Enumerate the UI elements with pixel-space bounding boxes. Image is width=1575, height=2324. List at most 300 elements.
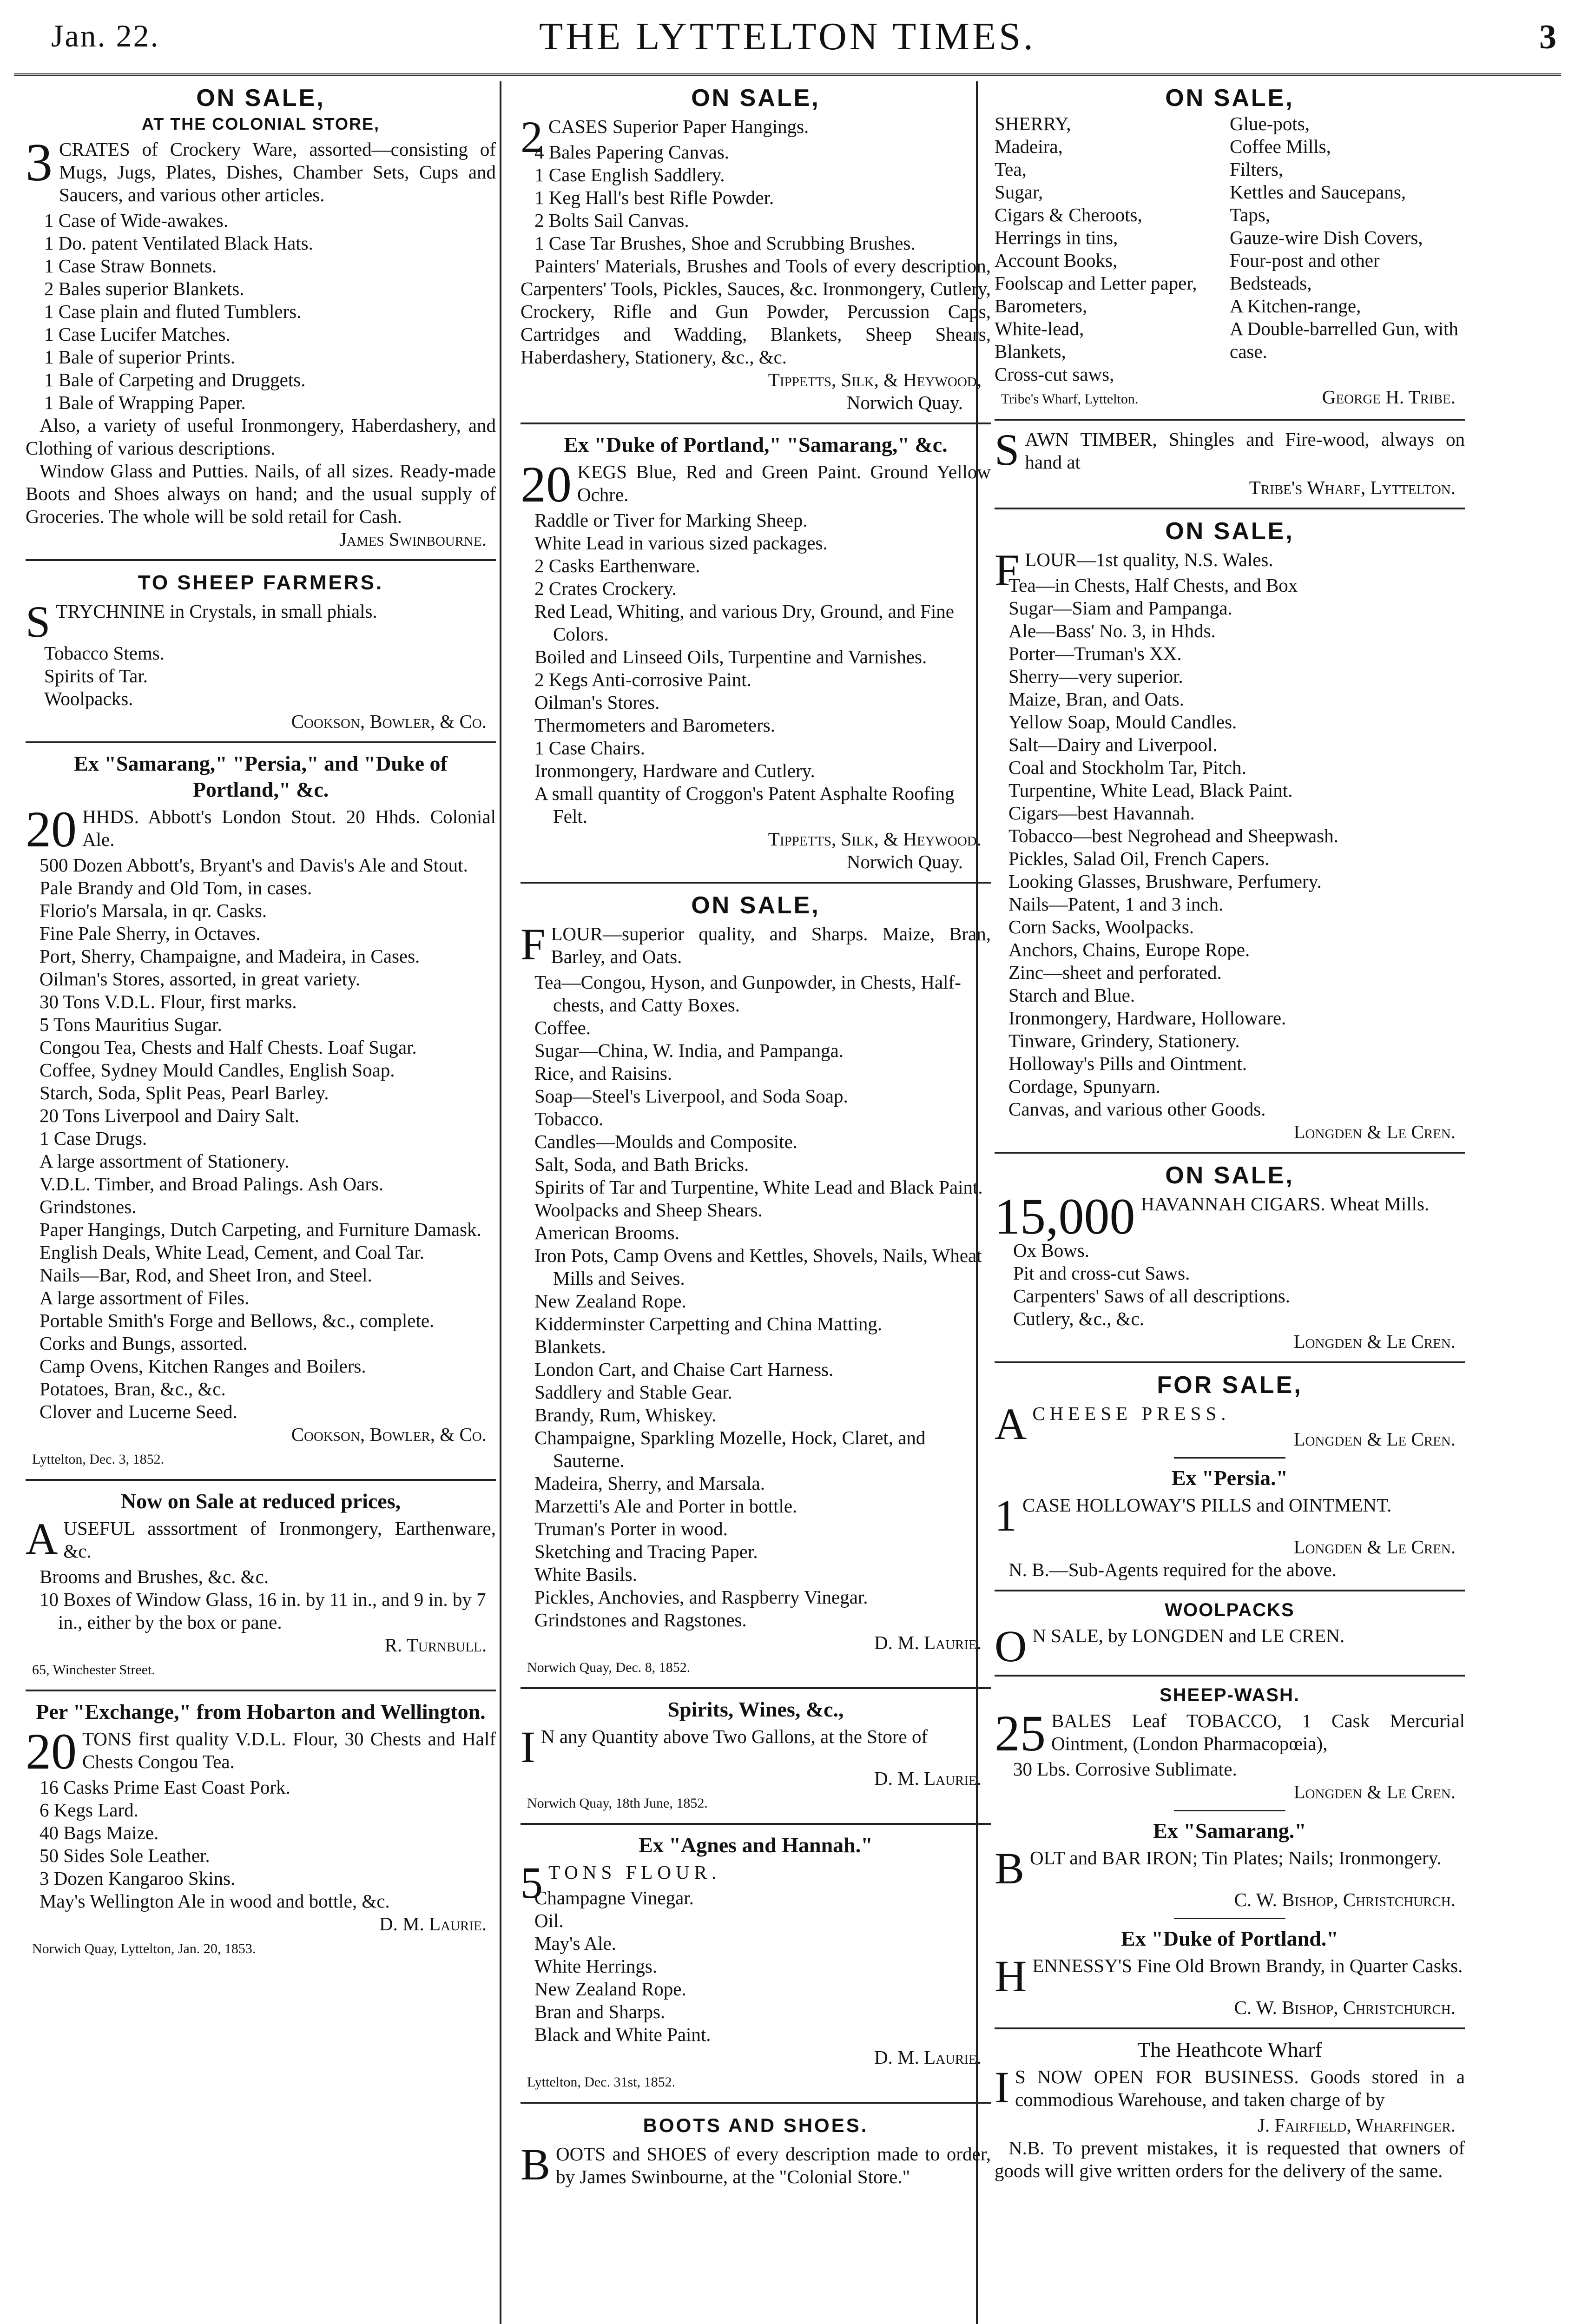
advertiser-signature: Longden & Le Cren. — [1293, 1428, 1456, 1450]
dateline: Norwich Quay, 18th June, 1852. — [527, 1796, 708, 1811]
lead-text: CASE HOLLOWAY'S PILLS and OINTMENT. — [1022, 1494, 1392, 1516]
list-item: Florio's Marsala, in qr. Casks. — [40, 900, 267, 921]
ad-exchange — [26, 1699, 496, 1960]
ad-sawn-timber — [995, 425, 1465, 499]
list-item: Tea, — [995, 158, 1027, 180]
list-item: Turpentine, White Lead, Black Paint. — [1008, 779, 1293, 801]
list-item: 2 Bolts Sail Canvas. — [534, 210, 689, 231]
list-item: Coffee. — [534, 1017, 591, 1038]
list-item: Sugar—China, W. India, and Pampanga. — [534, 1040, 844, 1061]
list-item: Madeira, — [995, 136, 1063, 157]
ad-laurie-flour — [521, 891, 991, 1679]
list-item: Sugar—Siam and Pampanga. — [1008, 597, 1232, 619]
list-item: 3 Dozen Kangaroo Skins. — [40, 1868, 236, 1889]
list-item: Carpenters' Saws of all descriptions. — [1013, 1285, 1291, 1307]
drop-cap: 15,000 — [995, 1188, 1135, 1245]
ad-boots-shoes — [521, 2111, 991, 2188]
list-item: A large assortment of Stationery. — [40, 1150, 290, 1172]
ad-separator — [521, 2102, 991, 2104]
advertiser-signature: James Swinbourne. — [339, 528, 487, 550]
drop-cap: O — [995, 1621, 1027, 1671]
ad-persia — [995, 1465, 1465, 1581]
ad-separator — [995, 419, 1465, 421]
list-item: Woolpacks and Sheep Shears. — [534, 1199, 763, 1221]
ad-heading: BOOTS AND SHOES. — [643, 2114, 869, 2136]
list-item: Looking Glasses, Brushware, Perfumery. — [1008, 871, 1322, 892]
list-item: 16 Casks Prime East Coast Pork. — [40, 1776, 290, 1798]
ad-separator — [521, 1823, 991, 1825]
list-item: May's Ale. — [534, 1933, 616, 1954]
column-3 — [995, 84, 1465, 2186]
lead-text: LOUR—superior quality, and Sharps. Maize, Bran, Barley, and Oats. — [551, 923, 991, 967]
list-item: Account Books, — [995, 250, 1118, 271]
lead-text: HHDS. Abbott's London Stout. 20 Hhds. Colonial Ale. — [82, 806, 496, 850]
list-item: Cutlery, &c., &c. — [1013, 1308, 1144, 1329]
list-item: V.D.L. Timber, and Broad Palings. Ash Oars. — [40, 1173, 384, 1195]
list-item: 40 Bags Maize. — [40, 1822, 159, 1843]
ad-lead — [995, 1843, 1465, 1893]
list-item: Camp Ovens, Kitchen Ranges and Boilers. — [40, 1355, 366, 1377]
list-item: Kettles and Saucepans, — [1230, 181, 1406, 203]
lead-text: OLT and BAR IRON; Tin Plates; Nails; Ironmongery. — [1030, 1847, 1442, 1868]
list-item: London Cart, and Chaise Cart Harness. — [534, 1359, 834, 1380]
list-item: Spirits of Tar. — [44, 665, 148, 687]
ad-spirits-wines — [521, 1697, 991, 1815]
advertiser-signature: J. Fairfield, Wharfinger. — [1257, 2114, 1456, 2136]
ad-heading: ON SALE, — [691, 85, 820, 112]
list-item: Kidderminster Carpetting and China Matting. — [534, 1313, 883, 1334]
ad-heading: TO SHEEP FARMERS. — [138, 571, 384, 594]
advertiser-signature: Tribe's Wharf, Lyttelton. — [1249, 477, 1456, 498]
list-item: Starch and Blue. — [1008, 984, 1135, 1006]
masthead-rule — [14, 73, 1561, 76]
ad-lead — [995, 425, 1465, 475]
ad-lead — [995, 2062, 1465, 2112]
list-item: Sketching and Tracing Paper. — [534, 1541, 758, 1562]
drop-cap: A — [26, 1514, 58, 1564]
ad-lead — [995, 1188, 1465, 1245]
list-item: White Basils. — [534, 1564, 637, 1585]
ad-colonial-store — [26, 84, 496, 551]
list-item: Iron Pots, Camp Ovens and Kettles, Shovels, Nails, Wheat Mills and Seives. — [534, 1245, 982, 1289]
drop-cap: B — [995, 1843, 1025, 1893]
list-item: 2 Casks Earthenware. — [534, 555, 700, 576]
ad-lead — [995, 1491, 1465, 1540]
ad-lead — [26, 801, 496, 858]
list-item: Pit and cross-cut Saws. — [1013, 1262, 1190, 1284]
list-item: Nails—Bar, Rod, and Sheet Iron, and Steel. — [40, 1264, 372, 1286]
advertiser-address: Norwich Quay. — [846, 392, 963, 413]
list-item: Grindstones. — [40, 1196, 137, 1217]
item-list — [995, 112, 1230, 386]
item-list — [995, 574, 1465, 1121]
ad-lead — [521, 919, 991, 969]
list-item: Tobacco—best Negrohead and Sheepwash. — [1008, 825, 1338, 846]
drop-cap: B — [521, 2139, 551, 2189]
list-item: White-lead, — [995, 318, 1084, 339]
list-item: Cordage, Spunyarn. — [1008, 1076, 1160, 1097]
ad-separator — [1174, 1457, 1285, 1459]
ad-separator — [26, 741, 496, 743]
dateline: Tribe's Wharf, Lyttelton. — [1001, 391, 1139, 407]
list-item: Filters, — [1230, 158, 1284, 180]
list-item: Herrings in tins, — [995, 227, 1118, 248]
dateline: 65, Winchester Street. — [32, 1662, 155, 1677]
drop-cap: I — [995, 2062, 1009, 2112]
ad-subheading: AT THE COLONIAL STORE, — [141, 114, 380, 133]
list-item: Nails—Patent, 1 and 3 inch. — [1008, 893, 1224, 915]
ad-sheep-wash — [995, 1684, 1465, 1803]
list-item: Black and White Paint. — [534, 2024, 711, 2045]
drop-cap: A — [995, 1399, 1027, 1449]
ad-woolpacks — [995, 1599, 1465, 1671]
advertiser-signature: George H. Tribe. — [1322, 386, 1456, 408]
list-item: 1 Case Lucifer Matches. — [44, 324, 231, 345]
ad-separator — [26, 1690, 496, 1691]
ad-separator — [995, 1152, 1465, 1154]
advertiser-signature: Cookson, Bowler, & Co. — [291, 1424, 487, 1445]
ad-cheese-press — [995, 1371, 1465, 1451]
ad-separator — [995, 508, 1465, 509]
list-item: 1 Keg Hall's best Rifle Powder. — [534, 187, 774, 208]
lead-text: S NOW OPEN FOR BUSINESS. Goods stored in a commodious Warehouse, and taken charge of by — [1015, 2066, 1465, 2110]
ad-lead — [521, 2139, 991, 2189]
item-list — [26, 642, 496, 710]
item-list — [26, 1776, 496, 1913]
drop-cap: S — [26, 597, 51, 647]
drop-cap: 2 — [521, 112, 543, 162]
list-item: Ox Bows. — [1013, 1240, 1090, 1261]
list-item: Yellow Soap, Mould Candles. — [1008, 711, 1237, 733]
ad-heading: Ex "Persia." — [1171, 1466, 1288, 1490]
advertiser-signature: Longden & Le Cren. — [1293, 1121, 1456, 1142]
ad-lead — [521, 456, 991, 513]
drop-cap: F — [521, 919, 546, 969]
list-item: Gauze-wire Dish Covers, — [1230, 227, 1423, 248]
list-item: Bran and Sharps. — [534, 2001, 666, 2022]
list-item: Tobacco. — [534, 1108, 604, 1129]
list-item: Thermometers and Barometers. — [534, 714, 776, 736]
drop-cap: 25 — [995, 1705, 1046, 1762]
item-list — [521, 971, 991, 1631]
list-item: Corks and Bungs, assorted. — [40, 1333, 248, 1354]
list-item: Champaigne, Sparkling Mozelle, Hock, Claret, and Sauterne. — [534, 1427, 926, 1471]
advertiser-signature: Cookson, Bowler, & Co. — [291, 711, 487, 732]
list-item: 1 Case Tar Brushes, Shoe and Scrubbing Brushes. — [534, 232, 916, 254]
lead-text: CASES Superior Paper Hangings. — [548, 116, 809, 137]
advertiser-address: Norwich Quay. — [846, 851, 963, 872]
list-item: Ironmongery, Hardware and Cutlery. — [534, 760, 815, 781]
lead-text: CRATES of Crockery Ware, assorted—consisting of Mugs, Jugs, Plates, Dishes, Chamber Sets, Cups and Saucers, and various other articles. — [59, 139, 496, 205]
paragraph: Painters' Materials, Brushes and Tools of every description, Carpenters' Tools, Pickles, Sauces, &c. Ironmongery, Cutlery, Crockery, Rifle and Gun Powder, Percussion Caps, Cartridges and Wadding, Blankets, Sheep Shears, Haberdashery, Stationery, &c., &c. — [521, 255, 991, 368]
list-item: 4 Bales Papering Canvas. — [534, 141, 730, 163]
list-item: Truman's Porter in wood. — [534, 1518, 728, 1539]
list-item: White Lead in various sized packages. — [534, 532, 828, 554]
item-list — [521, 141, 991, 255]
list-item: Sherry—very superior. — [1008, 666, 1183, 687]
list-item: Taps, — [1230, 204, 1271, 225]
list-item: Candles—Moulds and Composite. — [534, 1131, 798, 1152]
ad-heading: Ex "Samarang," "Persia," and "Duke of Portland," &c. — [74, 752, 448, 801]
lead-text: KEGS Blue, Red and Green Paint. Ground Yellow Ochre. — [577, 461, 991, 505]
list-item: 6 Kegs Lard. — [40, 1799, 138, 1821]
ad-lead — [995, 1705, 1465, 1762]
masthead — [0, 0, 1575, 79]
list-item: English Deals, White Lead, Cement, and Coal Tar. — [40, 1241, 424, 1263]
newspaper-title: THE LYTTELTON TIMES. — [539, 15, 1036, 58]
advertiser-signature: Longden & Le Cren. — [1293, 1331, 1456, 1352]
ad-separator — [521, 423, 991, 424]
list-item: Sugar, — [995, 181, 1043, 203]
advertiser-signature: Longden & Le Cren. — [1293, 1536, 1456, 1558]
list-item: Clover and Lucerne Seed. — [40, 1401, 237, 1422]
dateline: Lyttelton, Dec. 3, 1852. — [32, 1452, 165, 1467]
lead-text: TONS FLOUR. — [548, 1862, 721, 1883]
ad-heading: Ex "Agnes and Hannah." — [639, 1833, 873, 1857]
ad-footer — [995, 386, 1465, 410]
advertiser-signature: D. M. Laurie. — [874, 1632, 982, 1653]
note: N.B. To prevent mistakes, it is requested that owners of goods will give written orders for the delivery of the same. — [995, 2137, 1465, 2181]
list-item: 500 Dozen Abbott's, Bryant's and Davis's Ale and Stout. — [40, 854, 468, 876]
list-item: 50 Sides Sole Leather. — [40, 1845, 210, 1866]
list-item: Glue-pots, — [1230, 113, 1310, 134]
list-item: Corn Sacks, Woolpacks. — [1008, 916, 1194, 938]
list-left — [995, 112, 1230, 386]
list-item: Boiled and Linseed Oils, Turpentine and Varnishes. — [534, 646, 927, 667]
item-list — [521, 509, 991, 828]
drop-cap: 5 — [521, 1858, 543, 1908]
list-item: Zinc—sheet and perforated. — [1008, 962, 1222, 983]
list-item: Porter—Truman's XX. — [1008, 643, 1182, 664]
list-item: A Kitchen-range, — [1230, 295, 1361, 317]
ad-lead — [995, 1951, 1465, 2001]
list-item: Tea—Congou, Hyson, and Gunpowder, in Chests, Half-chests, and Catty Boxes. — [534, 971, 961, 1016]
ad-separator — [995, 1590, 1465, 1591]
list-item: Madeira, Sherry, and Marsala. — [534, 1472, 765, 1494]
list-item: Cigars & Cheroots, — [995, 204, 1142, 225]
ad-heading: FOR SALE, — [1157, 1372, 1303, 1399]
lead-text: TONS first quality V.D.L. Flour, 30 Chests and Half Chests Congou Tea. — [82, 1728, 496, 1772]
ad-separator — [521, 1687, 991, 1689]
item-list — [1230, 112, 1465, 363]
paragraph: Also, a variety of useful Ironmongery, Haberdashery, and Clothing of various descriptions. — [26, 415, 496, 459]
column-2 — [521, 84, 991, 2192]
list-item: Canvas, and various other Goods. — [1008, 1098, 1266, 1120]
ad-heading: The Heathcote Wharf — [1137, 2038, 1322, 2061]
list-item: Marzetti's Ale and Porter in bottle. — [534, 1495, 797, 1517]
ad-havannah-cigars — [995, 1161, 1465, 1353]
advertiser-signature: Tippetts, Silk, & Heywood. — [768, 828, 982, 850]
ad-heading: ON SALE, — [1165, 85, 1294, 112]
list-item: Raddle or Tiver for Marking Sheep. — [534, 509, 808, 531]
list-item: Coffee, Sydney Mould Candles, English Soap. — [40, 1059, 395, 1081]
list-item: Foolscap and Letter paper, — [995, 272, 1197, 294]
list-item: 1 Case Chairs. — [534, 737, 645, 759]
lead-text: CHEESE PRESS. — [1032, 1403, 1231, 1424]
advertiser-signature: C. W. Bishop, Christchurch. — [1234, 1997, 1456, 2018]
ad-bolt-iron — [995, 1818, 1465, 1911]
advertiser-signature: Longden & Le Cren. — [1293, 1781, 1456, 1802]
drop-cap: S — [995, 425, 1020, 475]
ad-heading: WOOLPACKS — [1165, 1600, 1295, 1620]
list-item: Port, Sherry, Champaigne, and Madeira, in Cases. — [40, 945, 420, 967]
list-item: Soap—Steel's Liverpool, and Soda Soap. — [534, 1085, 848, 1107]
dateline: Norwich Quay, Dec. 8, 1852. — [527, 1660, 691, 1675]
advertiser-signature: D. M. Laurie. — [874, 1768, 982, 1789]
drop-cap: 1 — [995, 1491, 1017, 1540]
list-item: Holloway's Pills and Ointment. — [1008, 1053, 1247, 1074]
list-item: 30 Tons V.D.L. Flour, first marks. — [40, 991, 297, 1012]
list-item: Blankets, — [995, 341, 1066, 362]
ad-heading: Ex "Samarang." — [1153, 1819, 1306, 1842]
lead-text: N SALE, by LONGDEN and LE CREN. — [1032, 1625, 1345, 1646]
list-item: Brandy, Rum, Whiskey. — [534, 1404, 717, 1426]
item-list — [26, 1565, 496, 1634]
ad-samarang-persia — [26, 751, 496, 1471]
ad-agnes-hannah — [521, 1832, 991, 2093]
list-item: Pickles, Salad Oil, French Capers. — [1008, 848, 1270, 869]
ad-lead — [26, 133, 496, 206]
list-right — [1230, 112, 1465, 386]
list-item: Potatoes, Bran, &c., &c. — [40, 1378, 226, 1400]
drop-cap: F — [995, 545, 1020, 595]
list-item: Blankets. — [534, 1336, 606, 1357]
drop-cap: H — [995, 1951, 1027, 2001]
list-item: Rice, and Raisins. — [534, 1063, 672, 1084]
dateline: Norwich Quay, Lyttelton, Jan. 20, 1853. — [32, 1941, 256, 1956]
item-list — [995, 1758, 1465, 1781]
drop-cap: 3 — [26, 133, 53, 192]
ad-hennessy — [995, 1926, 1465, 2019]
list-item: Oil. — [534, 1910, 564, 1931]
ad-lead — [26, 597, 496, 647]
list-item: Portable Smith's Forge and Bellows, &c., complete. — [40, 1310, 435, 1331]
ad-duke-portland-paints — [521, 432, 991, 873]
advertiser-signature: D. M. Laurie. — [874, 2047, 982, 2068]
list-item: Fine Pale Sherry, in Octaves. — [40, 923, 261, 944]
lead-text: USEFUL asssortment of Ironmongery, Earthenware, &c. — [63, 1518, 496, 1562]
list-item: Pale Brandy and Old Tom, in cases. — [40, 877, 312, 898]
list-item: Champagne Vinegar. — [534, 1887, 694, 1908]
list-item: Pickles, Anchovies, and Raspberry Vinegar. — [534, 1586, 868, 1608]
list-item: 20 Tons Liverpool and Dairy Salt. — [40, 1105, 299, 1126]
page-number: 3 — [1539, 18, 1556, 56]
ad-separator — [26, 559, 496, 561]
list-item: Brooms and Brushes, &c. &c. — [40, 1566, 269, 1587]
ad-heading: Spirits, Wines, &c., — [667, 1697, 844, 1721]
list-item: Tea—in Chests, Half Chests, and Box — [1008, 574, 1298, 596]
ad-separator — [995, 1675, 1465, 1677]
ad-separator — [1174, 1810, 1285, 1811]
advertiser-signature: Tippetts, Silk, & Heywood, — [768, 369, 982, 390]
ad-lead — [521, 1722, 991, 1772]
lead-text: AWN TIMBER, Shingles and Fire-wood, always on hand at — [1025, 429, 1465, 473]
list-item: Maize, Bran, and Oats. — [1008, 688, 1184, 710]
list-item: Anchors, Chains, Europe Rope. — [1008, 939, 1250, 960]
advertiser-signature: R. Turnbull. — [384, 1634, 487, 1656]
drop-cap: 20 — [521, 456, 572, 513]
list-item: 5 Tons Mauritius Sugar. — [40, 1014, 222, 1035]
ad-separator — [1174, 1918, 1285, 1919]
list-item: New Zealand Rope. — [534, 1978, 686, 2000]
list-item: A large assortment of Files. — [40, 1287, 250, 1308]
note: N. B.—Sub-Agents required for the above. — [1008, 1559, 1337, 1580]
ad-heathcote-wharf — [995, 2037, 1465, 2182]
column-divider — [500, 81, 501, 2324]
list-item: 1 Bale of superior Prints. — [44, 346, 236, 368]
list-item: Congou Tea, Chests and Half Chests. Loaf Sugar. — [40, 1037, 417, 1058]
ad-separator — [521, 882, 991, 884]
list-item: White Herrings. — [534, 1955, 658, 1977]
list-item: Cross-cut saws, — [995, 363, 1114, 385]
list-item: HERRY, — [1005, 113, 1071, 134]
list-item: 1 Case English Saddlery. — [534, 164, 725, 185]
list-item: 1 Case of Wide-awakes. — [44, 210, 229, 231]
list-item: 1 Case Drugs. — [40, 1128, 147, 1149]
list-item: Barometers, — [995, 295, 1087, 317]
list-item: A Double-barrelled Gun, with case. — [1230, 318, 1458, 362]
list-item: Grindstones and Ragstones. — [534, 1609, 747, 1631]
list-item: Starch, Soda, Split Peas, Pearl Barley. — [40, 1082, 329, 1103]
list-item: Tinware, Grindery, Stationery. — [1008, 1030, 1240, 1051]
ad-lead — [995, 1621, 1465, 1671]
lead-text: HAVANNAH CIGARS. Wheat Mills. — [1140, 1193, 1430, 1215]
list-item: New Zealand Rope. — [534, 1290, 686, 1312]
item-list — [521, 1887, 991, 2046]
list-item: Oilman's Stores. — [534, 692, 660, 713]
list-item: Spirits of Tar and Turpentine, White Lead and Black Paint. — [534, 1176, 983, 1198]
item-list — [995, 1239, 1465, 1330]
list-item: Saddlery and Stable Gear. — [534, 1381, 732, 1403]
list-item: May's Wellington Ale in wood and bottle, &c. — [40, 1890, 390, 1912]
ad-separator — [995, 1361, 1465, 1363]
ad-separator — [995, 2027, 1465, 2029]
ad-heading: ON SALE, — [691, 892, 820, 919]
ad-heading: ON SALE, — [1165, 518, 1294, 545]
list-item: Salt, Soda, and Bath Bricks. — [534, 1154, 749, 1175]
list-item: 30 Lbs. Corrosive Sublimate. — [1013, 1758, 1237, 1780]
item-list — [26, 209, 496, 414]
ad-heading: Ex "Duke of Portland." — [1121, 1927, 1338, 1950]
ad-heading: Now on Sale at reduced prices, — [120, 1489, 401, 1513]
list-item: 1 Do. patent Ventilated Black Hats. — [44, 232, 313, 254]
lead-text: N any Quantity above Two Gallons, at the Store of — [540, 1726, 928, 1747]
list-item: A small quantity of Croggon's Patent Asphalte Roofing Felt. — [534, 783, 955, 827]
drop-cap: 20 — [26, 1723, 77, 1780]
list-item: Tobacco Stems. — [44, 642, 165, 664]
drop-cap: 20 — [26, 801, 77, 858]
list-item: Coal and Stockholm Tar, Pitch. — [1008, 757, 1246, 778]
advertiser-signature: C. W. Bishop, Christchurch. — [1234, 1889, 1456, 1910]
list-item: 2 Crates Crockery. — [534, 578, 677, 599]
ad-heading: ON SALE, — [1165, 1162, 1294, 1189]
ad-tribe — [995, 84, 1465, 410]
ad-lead — [26, 1514, 496, 1564]
issue-date: Jan. 22. — [51, 18, 160, 53]
list-item: Coffee Mills, — [1230, 136, 1331, 157]
ad-heading: SHEEP-WASH. — [1159, 1685, 1300, 1705]
list-item: 1 Bale of Carpeting and Druggets. — [44, 369, 306, 390]
list-item: Ironmongery, Hardware, Holloware. — [1008, 1007, 1286, 1029]
lead-text: BALES Leaf TOBACCO, 1 Cask Mercurial Ointment, (London Pharmacopœia), — [1051, 1710, 1465, 1754]
ad-lead — [26, 1723, 496, 1780]
list-item: American Brooms. — [534, 1222, 679, 1243]
item-list — [26, 854, 496, 1423]
list-item: 2 Kegs Anti-corrosive Paint. — [534, 669, 751, 690]
ad-heading: ON SALE, — [196, 85, 325, 112]
list-item: Salt—Dairy and Liverpool. — [1008, 734, 1218, 755]
ad-heading: Per "Exchange," from Hobarton and Wellington. — [36, 1700, 486, 1723]
